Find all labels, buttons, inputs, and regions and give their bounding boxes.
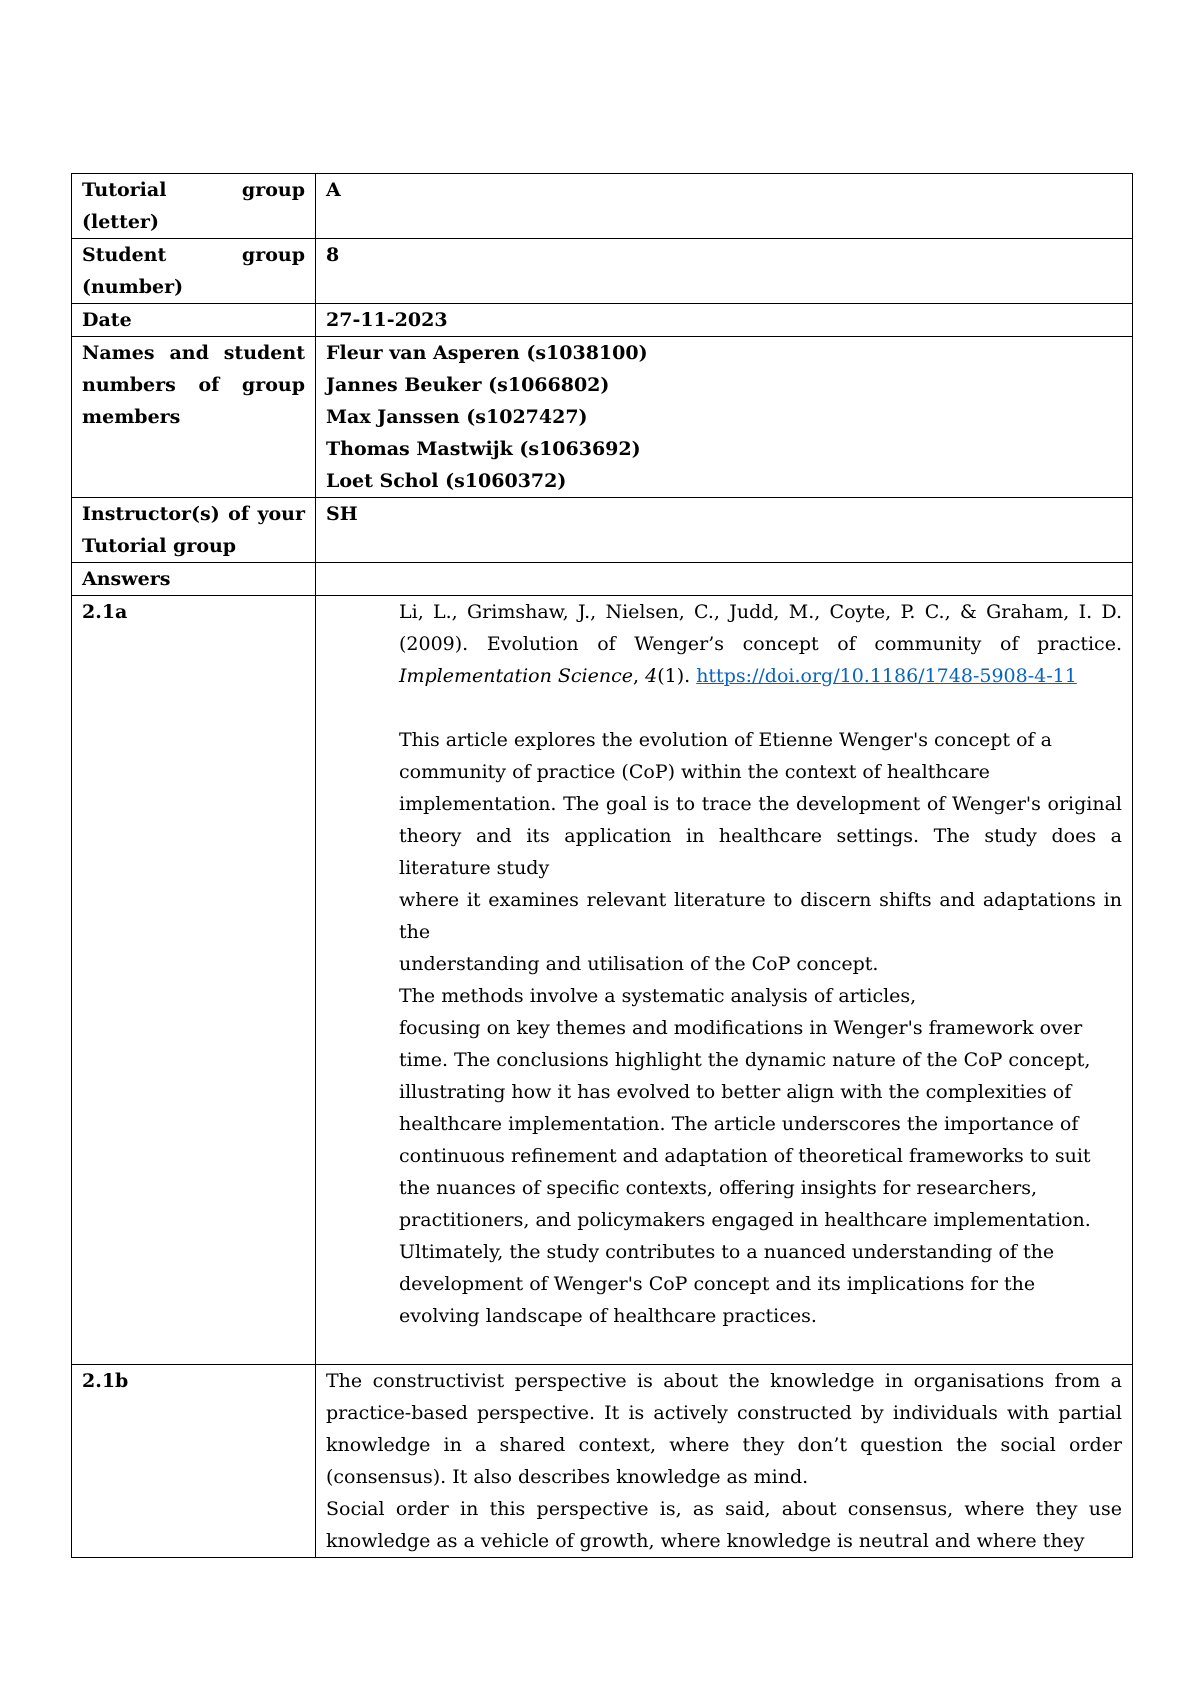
value-instructor: SH [316,498,1133,563]
summary-line: the nuances of specific contexts, offering insights for researchers, [399,1177,1038,1199]
row-answers-header [72,563,1133,596]
reference-citation [399,596,1122,692]
summary-line: community of practice (CoP) within the context of healthcare [399,761,990,783]
value-tutorial-group: A [316,174,1133,239]
answer-2-1b [316,1365,1133,1558]
summary-line: The methods involve a systematic analysis of articles, [399,985,917,1007]
label-instructor: Instructor(s) of your Tutorial group [72,498,316,563]
blank-line [399,1332,1122,1364]
row-tutorial-group [72,174,1133,239]
answer-2-1a [316,596,1133,1365]
summary-line: evolving landscape of healthcare practices. [399,1305,817,1327]
label-group-members: Names and student numbers of group members [72,337,316,498]
summary-line: focusing on key themes and modifications in Wenger's framework over [399,1017,1083,1039]
row-group-members [72,337,1133,498]
label-tutorial-group: Tutorial group (letter) [72,174,316,239]
reference-journal: Implementation Science [399,665,633,687]
reference-sep: , [633,665,646,687]
group-member: Fleur van Asperen (s1038100) [326,342,648,364]
group-members-list [316,337,1133,498]
row-answer-2-1b [72,1365,1133,1558]
group-member: Jannes Beuker (s1066802) [326,374,610,396]
label-date: Date [72,304,316,337]
summary-line: implementation. The goal is to trace the development of Wenger's original theory and its application in healthcare settings. The study does a literature study [399,793,1122,879]
answers-empty-cell [316,563,1133,596]
blank-line [399,692,1122,724]
summary-line: This article explores the evolution of Etienne Wenger's concept of a [399,729,1052,751]
reference-volume: 4 [645,665,658,687]
answer-2-1b-paragraph-2: Social order in this perspective is, as said, about consensus, where they use knowledge as a vehicle of growth, where knowledge is neutral and where they [326,1498,1122,1552]
group-member: Loet Schol (s1060372) [326,470,567,492]
reference-authors: Li, L., Grimshaw, J., Nielsen, C., Judd, M., Coyte, P. C., & Graham, I. D. (2009). Evolution of Wenger’s concept of community of practice. [399,601,1122,655]
summary-line: where it examines relevant literature to discern shifts and adaptations in the [399,889,1122,943]
summary-line: practitioners, and policymakers engaged in healthcare implementation. [399,1209,1091,1231]
summary-line: time. The conclusions highlight the dynamic nature of the CoP concept, [399,1049,1091,1071]
summary-line: healthcare implementation. The article underscores the importance of [399,1113,1079,1135]
summary-line: development of Wenger's CoP concept and its implications for the [399,1273,1036,1295]
summary-line: illustrating how it has evolved to better align with the complexities of [399,1081,1072,1103]
label-student-group: Student group (number) [72,239,316,304]
value-date: 27-11-2023 [316,304,1133,337]
row-date [72,304,1133,337]
label-answers: Answers [72,563,316,596]
assignment-form-table [71,173,1133,1558]
summary-line: Ultimately, the study contributes to a nuanced understanding of the [399,1241,1055,1263]
reference-issue: (1). [657,665,697,687]
row-answer-2-1a [72,596,1133,1365]
summary-line: continuous refinement and adaptation of theoretical frameworks to suit [399,1145,1091,1167]
reference-doi-link[interactable]: https://doi.org/10.1186/1748-5908-4-11 [696,665,1077,687]
summary-paragraph [399,724,1122,1332]
row-student-group [72,239,1133,304]
summary-line: understanding and utilisation of the CoP concept. [399,953,879,975]
label-2-1b: 2.1b [72,1365,316,1558]
group-member: Max Janssen (s1027427) [326,406,588,428]
label-2-1a: 2.1a [72,596,316,1365]
group-member: Thomas Mastwijk (s1063692) [326,438,641,460]
value-student-group: 8 [316,239,1133,304]
row-instructor [72,498,1133,563]
answer-2-1b-paragraph-1: The constructivist perspective is about the knowledge in organisations from a practice-based perspective. It is actively constructed by individuals with partial knowledge in a shared context, where they don’t question the social order (consensus). It also describes knowledge as mind. [326,1370,1122,1488]
